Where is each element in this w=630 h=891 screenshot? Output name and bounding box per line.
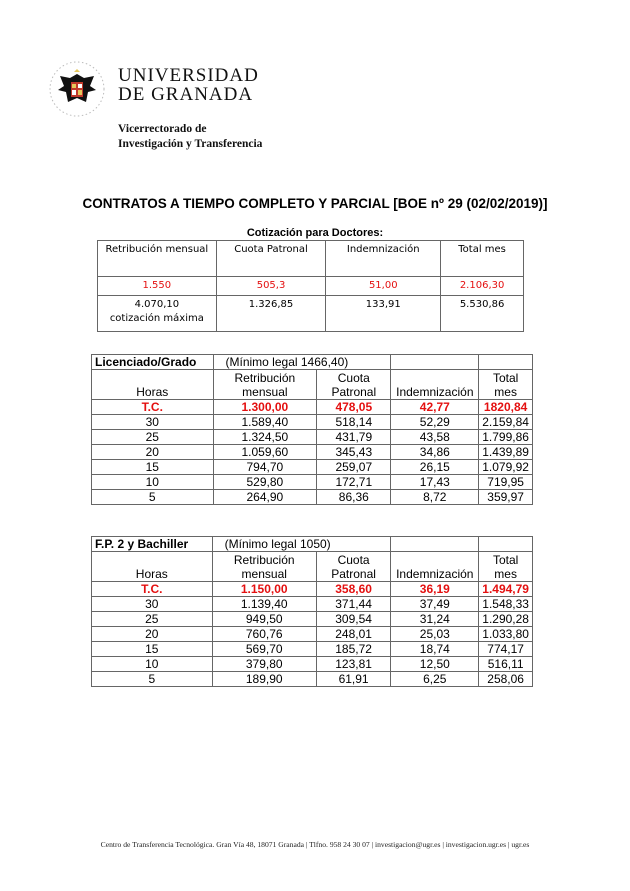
cell-retribucion-max-note: cotización máxima bbox=[109, 313, 204, 324]
university-name-line2: DE GRANADA bbox=[118, 84, 254, 105]
cell-cuota: 172,71 bbox=[317, 475, 391, 490]
cell-horas: 5 bbox=[92, 672, 213, 687]
cell-total: 774,17 bbox=[479, 642, 533, 657]
category-row bbox=[92, 355, 533, 370]
cell-indemnizacion: 8,72 bbox=[391, 490, 479, 505]
cell-cuota: 1.326,85 bbox=[216, 296, 326, 332]
cell-retribucion: 1.150,00 bbox=[212, 582, 316, 597]
cell-cuota: 358,60 bbox=[316, 582, 391, 597]
cell-total: 1.439,89 bbox=[479, 445, 533, 460]
column-header-row bbox=[92, 370, 533, 400]
vicerrectorado-line1: Vicerrectorado de bbox=[118, 123, 207, 135]
header-retribucion bbox=[212, 552, 316, 582]
cell-horas: 20 bbox=[92, 627, 213, 642]
cell-total: 1.079,92 bbox=[479, 460, 533, 475]
document-title: CONTRATOS A TIEMPO COMPLETO Y PARCIAL [BOE nº 29 (02/02/2019)] bbox=[82, 196, 548, 211]
cell-total: 1.290,28 bbox=[479, 612, 533, 627]
table-row bbox=[92, 445, 533, 460]
licenciado-table bbox=[91, 354, 533, 505]
header-cuota-2: Patronal bbox=[331, 567, 376, 581]
cell-retribucion: 529,80 bbox=[213, 475, 317, 490]
cell-horas: 20 bbox=[92, 445, 214, 460]
table-row bbox=[92, 627, 533, 642]
cell-cuota: 86,36 bbox=[317, 490, 391, 505]
cell-indemnizacion: 31,24 bbox=[391, 612, 479, 627]
header-total bbox=[479, 370, 533, 400]
cell-indemnizacion: 26,15 bbox=[391, 460, 479, 475]
tc-row bbox=[92, 582, 533, 597]
cell-total: 1.494,79 bbox=[479, 582, 533, 597]
cell-total: 2.106,30 bbox=[441, 277, 524, 296]
cell-indemnizacion: 25,03 bbox=[391, 627, 479, 642]
table-row bbox=[92, 490, 533, 505]
cell-cuota: 478,05 bbox=[317, 400, 391, 415]
table-row bbox=[92, 430, 533, 445]
header-horas: Horas bbox=[92, 552, 213, 582]
university-name-line1: UNIVERSIDAD bbox=[118, 65, 259, 86]
cell-total: 1.033,80 bbox=[479, 627, 533, 642]
fp-table bbox=[91, 536, 533, 687]
cell-retribucion: 189,90 bbox=[212, 672, 316, 687]
cell-total: 516,11 bbox=[479, 657, 533, 672]
cell-horas: 25 bbox=[92, 612, 213, 627]
column-header-row bbox=[92, 552, 533, 582]
licenciado-rows bbox=[92, 415, 533, 505]
header-total bbox=[479, 552, 533, 582]
cell-horas: 30 bbox=[92, 597, 213, 612]
empty-cell bbox=[479, 355, 533, 370]
cell-indemnizacion: 17,43 bbox=[391, 475, 479, 490]
cell-retribucion: 1.139,40 bbox=[212, 597, 316, 612]
header-total-2: mes bbox=[494, 567, 517, 581]
header-cuota-1: Cuota bbox=[337, 553, 370, 567]
category-row bbox=[92, 537, 533, 552]
header-retribucion bbox=[213, 370, 317, 400]
header-indemnizacion: Indemnización bbox=[391, 552, 479, 582]
header-indemnizacion: Indemnización bbox=[326, 241, 441, 277]
cell-cuota: 431,79 bbox=[317, 430, 391, 445]
doctores-max-row bbox=[98, 296, 524, 332]
header-cuota-2: Patronal bbox=[331, 385, 377, 399]
cell-horas: T.C. bbox=[92, 582, 213, 597]
cell-total: 1.799,86 bbox=[479, 430, 533, 445]
minimo-legal-note: (Mínimo legal 1050) bbox=[212, 537, 391, 552]
cell-cuota: 61,91 bbox=[316, 672, 391, 687]
cell-indemnizacion: 51,00 bbox=[326, 277, 441, 296]
cell-indemnizacion: 12,50 bbox=[391, 657, 479, 672]
cell-cuota: 248,01 bbox=[316, 627, 391, 642]
header-total-mes: Total mes bbox=[441, 241, 524, 277]
header-cuota-patronal: Cuota Patronal bbox=[216, 241, 326, 277]
header-cuota bbox=[316, 552, 391, 582]
cell-retribucion: 379,80 bbox=[212, 657, 316, 672]
vicerrectorado-line2: Investigación y Transferencia bbox=[118, 138, 263, 150]
cell-cuota: 309,54 bbox=[316, 612, 391, 627]
minimo-legal-note: (Mínimo legal 1466,40) bbox=[213, 355, 391, 370]
footer-contact: Centro de Transferencia Tecnológica. Gran Vía 48, 18071 Granada | Tlfno. 958 24 30 07 | investigacion@ugr.es | investigacion.ugr.es | ugr.es bbox=[100, 840, 530, 849]
header-cuota bbox=[317, 370, 391, 400]
cell-indemnizacion: 37,49 bbox=[391, 597, 479, 612]
cell-indemnizacion: 52,29 bbox=[391, 415, 479, 430]
cell-horas: T.C. bbox=[92, 400, 214, 415]
cell-retribucion: 1.589,40 bbox=[213, 415, 317, 430]
cell-total: 719,95 bbox=[479, 475, 533, 490]
header-retribucion-2: mensual bbox=[242, 385, 288, 399]
cell-retribucion: 949,50 bbox=[212, 612, 316, 627]
university-crest-icon bbox=[48, 60, 106, 118]
cell-indemnizacion: 18,74 bbox=[391, 642, 479, 657]
table-row bbox=[92, 460, 533, 475]
table-row bbox=[92, 612, 533, 627]
doctores-subtitle: Cotización para Doctores: bbox=[246, 227, 384, 239]
doctores-table bbox=[97, 240, 524, 332]
table-row bbox=[92, 475, 533, 490]
doctores-header-row bbox=[98, 241, 524, 277]
cell-indemnizacion: 42,77 bbox=[391, 400, 479, 415]
cell-indemnizacion: 36,19 bbox=[391, 582, 479, 597]
cell-retribucion: 794,70 bbox=[213, 460, 317, 475]
cell-indemnizacion: 133,91 bbox=[326, 296, 441, 332]
cell-horas: 10 bbox=[92, 475, 214, 490]
category-label: F.P. 2 y Bachiller bbox=[92, 537, 213, 552]
category-label: Licenciado/Grado bbox=[92, 355, 214, 370]
header-total-2: mes bbox=[494, 385, 517, 399]
cell-horas: 15 bbox=[92, 460, 214, 475]
cell-cuota: 185,72 bbox=[316, 642, 391, 657]
cell-horas: 10 bbox=[92, 657, 213, 672]
cell-total: 359,97 bbox=[479, 490, 533, 505]
cell-retribucion: 569,70 bbox=[212, 642, 316, 657]
tc-row bbox=[92, 400, 533, 415]
cell-cuota: 259,07 bbox=[317, 460, 391, 475]
header-cuota-1: Cuota bbox=[337, 371, 370, 385]
table-row bbox=[92, 642, 533, 657]
university-name bbox=[118, 66, 259, 104]
cell-cuota: 123,81 bbox=[316, 657, 391, 672]
cell-retribucion: 1.300,00 bbox=[213, 400, 317, 415]
empty-cell bbox=[391, 355, 479, 370]
header-retribucion-2: mensual bbox=[241, 567, 287, 581]
cell-retribucion: 760,76 bbox=[212, 627, 316, 642]
table-row bbox=[92, 657, 533, 672]
cell-indemnizacion: 6,25 bbox=[391, 672, 479, 687]
header-retribucion-1: Retribución bbox=[233, 553, 295, 567]
header-total-1: Total bbox=[492, 553, 519, 567]
header-retribucion: Retribución mensual bbox=[98, 241, 217, 277]
cell-retribucion: 1.324,50 bbox=[213, 430, 317, 445]
cell-horas: 5 bbox=[92, 490, 214, 505]
cell-total: 1.548,33 bbox=[479, 597, 533, 612]
header-indemnizacion: Indemnización bbox=[391, 370, 479, 400]
table-row bbox=[92, 672, 533, 687]
cell-cuota: 371,44 bbox=[316, 597, 391, 612]
cell-total: 258,06 bbox=[479, 672, 533, 687]
empty-cell bbox=[479, 537, 533, 552]
cell-indemnizacion: 34,86 bbox=[391, 445, 479, 460]
cell-indemnizacion: 43,58 bbox=[391, 430, 479, 445]
doctores-base-row bbox=[98, 277, 524, 296]
header-total-1: Total bbox=[492, 371, 519, 385]
empty-cell bbox=[391, 537, 479, 552]
header-horas: Horas bbox=[92, 370, 214, 400]
cell-cuota: 345,43 bbox=[317, 445, 391, 460]
cell-cuota: 518,14 bbox=[317, 415, 391, 430]
cell-horas: 25 bbox=[92, 430, 214, 445]
cell-horas: 30 bbox=[92, 415, 214, 430]
cell-horas: 15 bbox=[92, 642, 213, 657]
table-row bbox=[92, 597, 533, 612]
vicerrectorado bbox=[118, 122, 262, 152]
cell-retribucion-max bbox=[98, 296, 217, 332]
cell-total: 1820,84 bbox=[479, 400, 533, 415]
cell-retribucion: 264,90 bbox=[213, 490, 317, 505]
cell-retribucion: 1.059,60 bbox=[213, 445, 317, 460]
cell-total: 2.159,84 bbox=[479, 415, 533, 430]
cell-cuota: 505,3 bbox=[216, 277, 326, 296]
fp-rows bbox=[92, 597, 533, 687]
header-retribucion-1: Retribución bbox=[234, 371, 296, 385]
cell-retribucion: 1.550 bbox=[98, 277, 217, 296]
cell-total: 5.530,86 bbox=[441, 296, 524, 332]
table-row bbox=[92, 415, 533, 430]
cell-retribucion-max-value: 4.070,10 bbox=[134, 299, 180, 310]
